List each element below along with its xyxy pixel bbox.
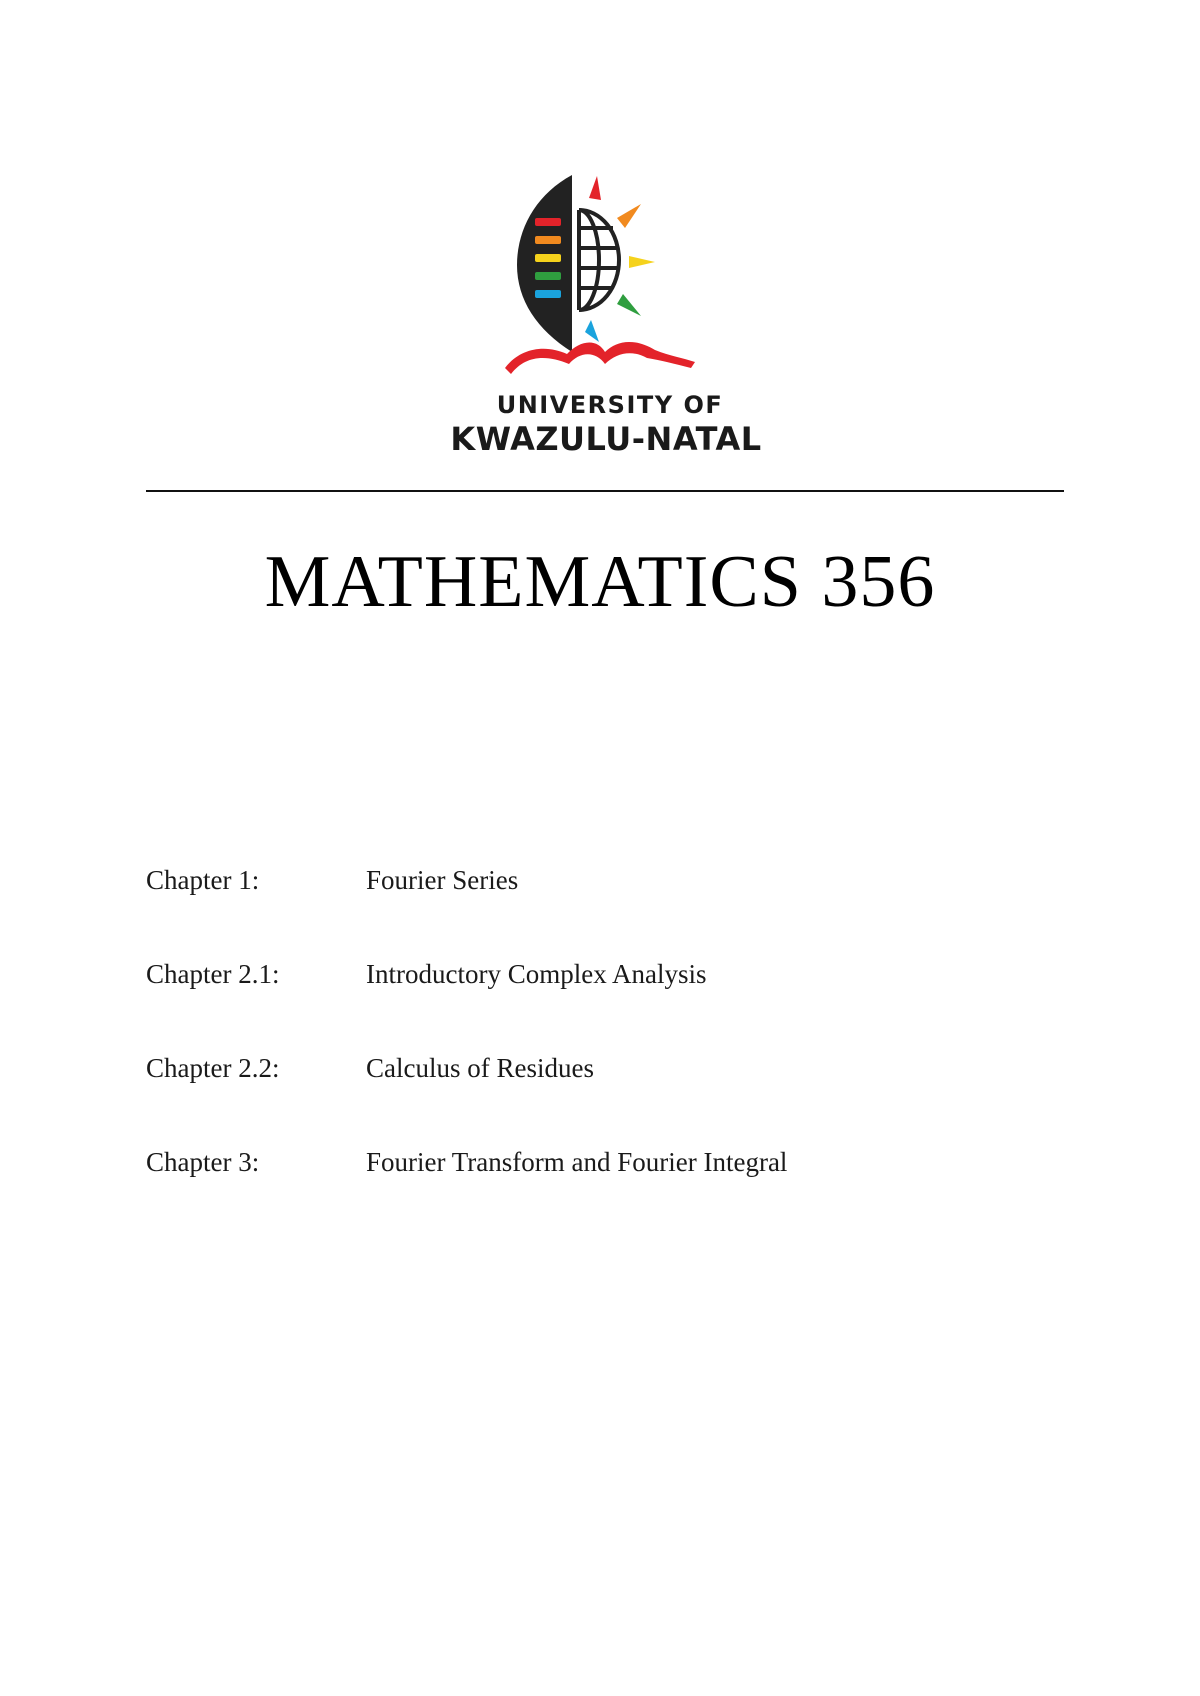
chapter-title: Fourier Series bbox=[366, 865, 519, 895]
ray-green bbox=[617, 294, 641, 316]
list-item bbox=[146, 1053, 1046, 1147]
ray-blue bbox=[585, 320, 599, 342]
chapter-number: Chapter 3: bbox=[146, 1147, 260, 1177]
shield-half bbox=[517, 175, 572, 352]
list-item bbox=[146, 865, 1046, 959]
globe-icon bbox=[579, 210, 619, 310]
chapter-title: Introductory Complex Analysis bbox=[366, 959, 707, 989]
chapter-number: Chapter 1: bbox=[146, 865, 260, 895]
chapter-title: Fourier Transform and Fourier Integral bbox=[366, 1147, 788, 1177]
course-title: MATHEMATICS 356 bbox=[264, 541, 936, 623]
bar-orange bbox=[535, 236, 561, 244]
bar-red bbox=[535, 218, 561, 226]
university-crest-logo bbox=[505, 170, 695, 380]
university-name-line1: UNIVERSITY OF bbox=[496, 391, 724, 419]
chapter-number: Chapter 2.2: bbox=[146, 1053, 280, 1083]
bar-green bbox=[535, 272, 561, 280]
ray-yellow bbox=[629, 256, 655, 268]
chapter-list bbox=[146, 865, 1046, 1241]
ray-red bbox=[589, 176, 601, 200]
horizontal-divider bbox=[146, 490, 1064, 492]
chapter-number: Chapter 2.1: bbox=[146, 959, 280, 989]
university-name-line2: KWAZULU-NATAL bbox=[450, 420, 762, 458]
ray-orange bbox=[617, 204, 641, 228]
list-item bbox=[146, 1147, 1046, 1241]
book-wave bbox=[505, 342, 695, 374]
bar-yellow bbox=[535, 254, 561, 262]
bar-blue bbox=[535, 290, 561, 298]
list-item bbox=[146, 959, 1046, 1053]
chapter-title: Calculus of Residues bbox=[366, 1053, 594, 1083]
